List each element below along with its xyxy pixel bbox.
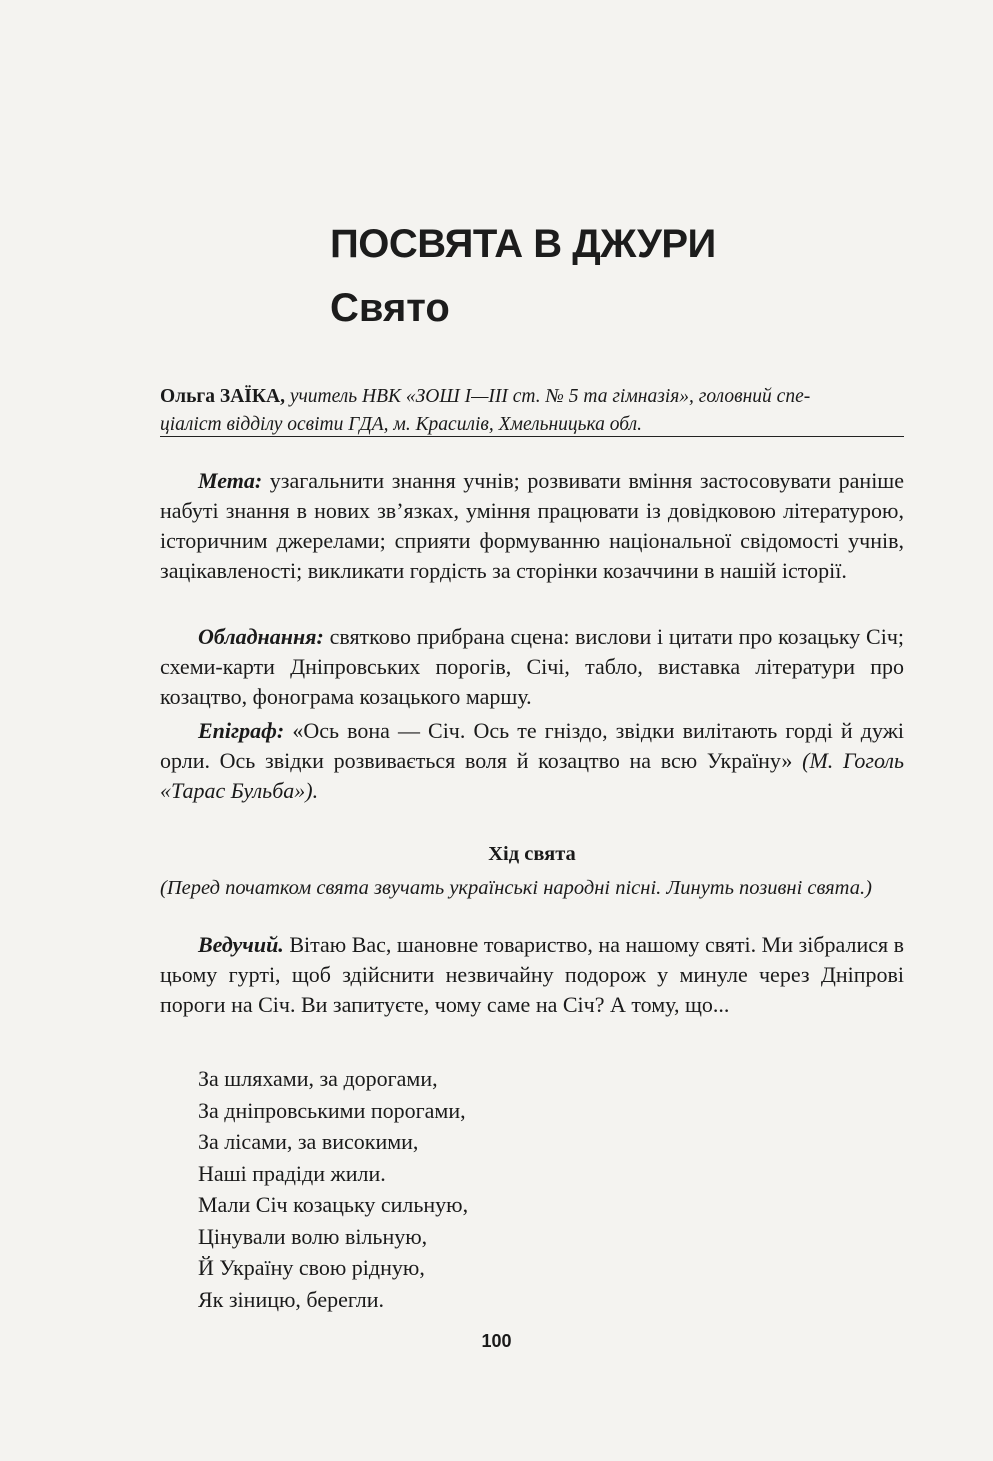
goal-label: Мета: — [198, 468, 263, 493]
author-divider — [160, 436, 904, 437]
page-subtitle: Свято — [330, 286, 450, 330]
poem-line: За шляхами, за дорогами, — [198, 1066, 438, 1091]
poem-line: За лісами, за високими, — [198, 1129, 419, 1154]
equipment-paragraph — [160, 622, 904, 712]
author-affiliation-line2: ціаліст відділу освіти ГДА, м. Красилів, Хмельницька обл. — [160, 414, 642, 435]
author-affiliation-line1: учитель НВК «ЗОШ І—ІІІ ст. № 5 та гімназія», головний спе- — [289, 386, 811, 407]
goal-paragraph — [160, 466, 904, 586]
poem — [198, 1063, 468, 1315]
host-label: Ведучий. — [198, 932, 284, 957]
poem-line: Як зіницю, берегли. — [198, 1286, 385, 1312]
author-name: Ольга ЗАЇКА, — [160, 386, 285, 407]
stage-direction-text: (Перед початком свята звучать українські народні пісні. Линуть позивні свята.) — [160, 877, 872, 899]
poem-line: За дніпровськими порогами, — [198, 1097, 466, 1123]
epigraph-text: «Ось вона — Січ. Ось те гніздо, звідки вилітають горді й дужі орли. Ось звідки розвивається воля й козацтво на всю Україну» — [160, 718, 905, 773]
section-heading: Хід свята — [488, 843, 576, 865]
goal-text: узагальнити знання учнів; розвивати вміння застосовувати раніше набуті знання в нових зв’язках, уміння працювати із довідковою літературою, історичним джерелами; сприяти формуванню національної свідомості учнів, зацікавленості; викликати гордість за сторінки козаччини в нашій історії. — [160, 468, 905, 583]
epigraph-source: (М. Гоголь «Тарас Бульба»). — [160, 748, 905, 803]
poem-line: Цінували волю вільную, — [198, 1223, 428, 1249]
host-text: Вітаю Вас, шановне товариство, на нашому святі. Ми зібралися в цьому гурті, щоб здійснити незвичайну подорож у минуле через Дніпрові пороги на Січ. Ви запитуєте, чому саме на Січ? А тому, що... — [160, 932, 905, 1017]
host-paragraph — [160, 930, 904, 1020]
poem-line: Мали Січ козацьку сильную, — [198, 1192, 469, 1217]
page-title: ПОСВЯТА В ДЖУРИ — [330, 222, 716, 266]
author-block — [160, 383, 904, 439]
poem-line: Наші прадіди жили. — [198, 1160, 386, 1186]
equipment-text: святково прибрана сцена: вислови і цитати про козацьку Січ; схеми-карти Дніпровських порогів, Січі, табло, виставка літератури про козацтво, фонограма козацького маршу. — [160, 624, 905, 709]
page-number: 100 — [481, 1331, 512, 1351]
poem-line: Й Україну свою рідную, — [198, 1255, 425, 1280]
epigraph-label: Епіграф: — [198, 718, 285, 743]
epigraph-paragraph — [160, 716, 904, 806]
equipment-label: Обладнання: — [198, 624, 324, 649]
stage-direction — [160, 873, 904, 903]
